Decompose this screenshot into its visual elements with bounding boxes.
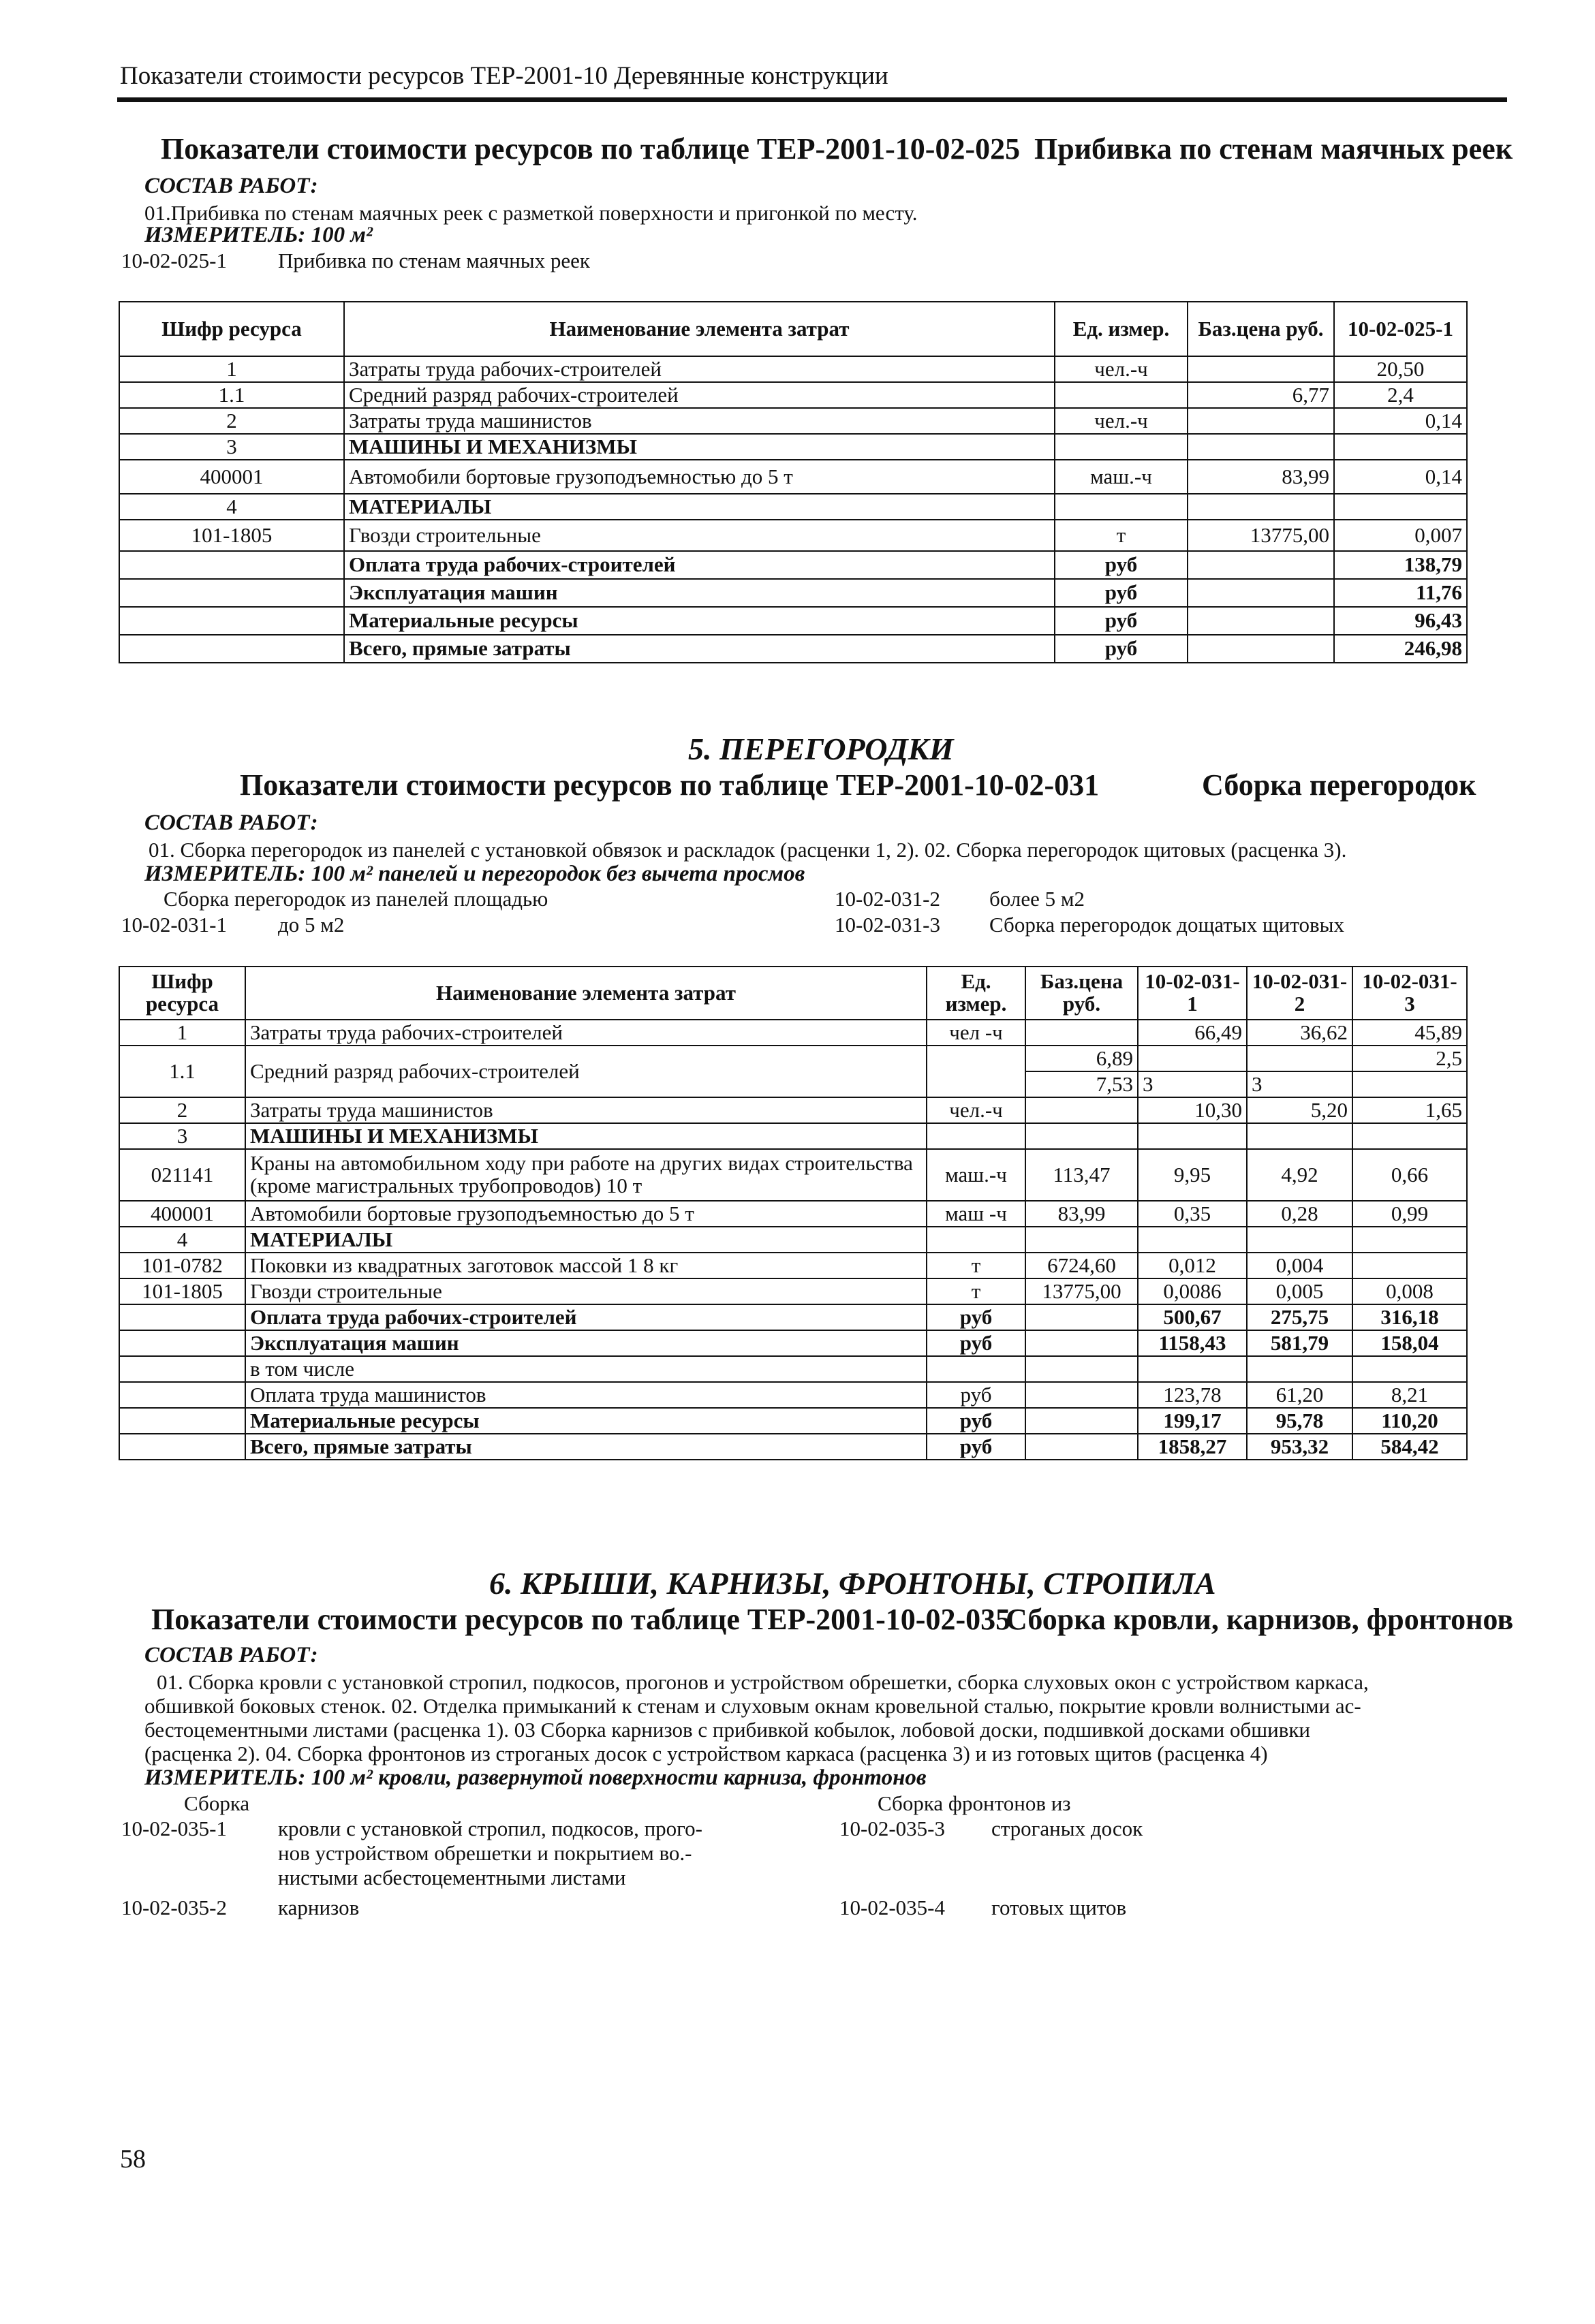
cell-name: Оплата труда машинистов (245, 1382, 927, 1408)
section-5-heading: 5. ПЕРЕГОРОДКИ (688, 732, 954, 766)
cell-name: Затраты труда рабочих-строителей (245, 1020, 927, 1046)
cell-value: 0,012 (1138, 1253, 1247, 1278)
cell-value: 275,75 (1247, 1304, 1352, 1330)
table-035-sostav-line3: бестоцементными листами (расценка 1). 03 Сборка карнизов с прибивкой кобылок, лобовой доски, подшивкой досками обшивки (144, 1718, 1310, 1742)
cell-code: 400001 (119, 460, 344, 494)
cell-unit: маш -ч (927, 1201, 1025, 1227)
table-031-title: Показатели стоимости ресурсов по таблице ТЕР-2001-10-02-031 (240, 768, 1100, 802)
table-row (119, 1382, 1467, 1408)
cell-name: Автомобили бортовые грузоподъемностью до 5 т (344, 460, 1055, 494)
table-031-line1-left: Сборка перегородок из панелей площадью (164, 887, 548, 911)
cell-price: 6,77 (1188, 382, 1334, 408)
cell-value: 11,76 (1334, 579, 1467, 607)
cell-code: 101-1805 (119, 1278, 245, 1304)
cell-value: 0,0086 (1138, 1278, 1247, 1304)
cell-code: 3 (119, 1123, 245, 1149)
table-row (119, 1356, 1467, 1382)
table-row (119, 1304, 1467, 1330)
table-031-sostav-text: 01. Сборка перегородок из панелей с установкой обвязок и раскладок (расценки 1, 2). 02. Сборка перегородок щитовых (расценка 3). (149, 838, 1347, 862)
section-6-heading: 6. КРЫШИ, КАРНИЗЫ, ФРОНТОНЫ, СТРОПИЛА (489, 1566, 1216, 1601)
table-031-th-unit: Ед. измер. (927, 967, 1025, 1020)
table-row (119, 460, 1467, 494)
table-row (119, 1097, 1467, 1123)
cell-name: Поковки из квадратных заготовок массой 1 8 кг (245, 1253, 927, 1278)
running-header: Показатели стоимости ресурсов ТЕР-2001-10 Деревянные конструкции (120, 62, 888, 90)
cell-price (1025, 1304, 1138, 1330)
cell-unit: чел -ч (927, 1020, 1025, 1046)
cell-price (1025, 1097, 1138, 1123)
table-row (119, 494, 1467, 520)
table-025-th-unit: Ед. измер. (1055, 302, 1188, 356)
cell-unit: руб (1055, 551, 1188, 579)
cell-value: 1158,43 (1138, 1330, 1247, 1356)
table-035-code-1: 10-02-035-1 (121, 1817, 227, 1840)
cell-value: 0,35 (1138, 1201, 1247, 1227)
table-035-text-4: готовых щитов (991, 1896, 1127, 1919)
cell-name: Средний разряд рабочих-строителей (344, 382, 1055, 408)
table-031-th-norm2: 10-02-031-2 (1247, 967, 1352, 1020)
cell-value: 4,92 (1247, 1149, 1352, 1201)
table-row (119, 1020, 1467, 1046)
cell-price (1188, 579, 1334, 607)
table-035-sostav-line4: (расценка 2). 04. Сборка фронтонов из строганых досок с устройством каркаса (расценка 3) и из готовых щитов (расценка 4) (144, 1742, 1268, 1765)
cell-name-line: Краны на автомобильном ходу при работе на других видах строительства (250, 1151, 913, 1176)
cell-value (1247, 1227, 1352, 1253)
cell-name: Гвозди строительные (344, 520, 1055, 551)
cell-value: 123,78 (1138, 1382, 1247, 1408)
table-031-th-price: Баз.цена руб. (1025, 967, 1138, 1020)
table-031-sostav-label: СОСТАВ РАБОТ: (144, 811, 318, 835)
cell-code: 3 (119, 434, 344, 460)
cell-price (1025, 1123, 1138, 1149)
cell-name: Всего, прямые затраты (344, 635, 1055, 663)
table-025-price-code: 10-02-025-1 (121, 249, 227, 272)
cell-name: МАТЕРИАЛЫ (245, 1227, 927, 1253)
cell-unit: чел.-ч (1055, 408, 1188, 434)
cell-code: 1.1 (119, 1046, 245, 1097)
cell-unit: руб (1055, 607, 1188, 635)
cell-name: Эксплуатация машин (344, 579, 1055, 607)
table-row (119, 1408, 1467, 1434)
cell-name: Оплата труда рабочих-строителей (245, 1304, 927, 1330)
table-035-sostav-line1: 01. Сборка кровли с установкой стропил, подкосов, прогонов и устройством обрешетки, сборка слуховых окон с устройством каркаса, (157, 1670, 1369, 1694)
cell-name: МАШИНЫ И МЕХАНИЗМЫ (245, 1123, 927, 1149)
cell-code (119, 579, 344, 607)
table-row (119, 579, 1467, 607)
cell-value: 45,89 (1352, 1020, 1467, 1046)
cell-price (1188, 408, 1334, 434)
cell-unit (1055, 494, 1188, 520)
cell-value: 0,005 (1247, 1278, 1352, 1304)
table-035-sostav-line2: обшивкой боковых стенок. 02. Отделка примыканий к стенам и слуховым окнам кровельной сталью, покрытие кровли волнистыми ас- (144, 1694, 1361, 1718)
table-031-line2-left: до 5 м2 (278, 913, 345, 937)
cell-value: 110,20 (1352, 1408, 1467, 1434)
cell-value: 581,79 (1247, 1330, 1352, 1356)
table-row (119, 1201, 1467, 1227)
cell-price (1025, 1382, 1138, 1408)
table-031-line2-code: 10-02-031-3 (835, 913, 940, 937)
cell-value: 96,43 (1334, 607, 1467, 635)
cell-code (119, 1304, 245, 1330)
cell-price: 7,53 (1025, 1071, 1138, 1097)
table-row (119, 1046, 1467, 1071)
cell-unit: чел.-ч (927, 1097, 1025, 1123)
cell-unit (927, 1356, 1025, 1382)
cell-price (1025, 1356, 1138, 1382)
cell-price (1025, 1020, 1138, 1046)
cell-value: 0,14 (1334, 408, 1467, 434)
cell-unit: чел.-ч (1055, 356, 1188, 382)
table-031-line2-right: Сборка перегородок дощатых щитовых (989, 913, 1344, 937)
table-025-price-name: Прибивка по стенам маячных реек (278, 249, 590, 272)
table-row (119, 434, 1467, 460)
cell-name: Оплата труда рабочих-строителей (344, 551, 1055, 579)
cell-value (1352, 1227, 1467, 1253)
cell-code (119, 1356, 245, 1382)
cell-code (119, 607, 344, 635)
cell-code: 101-1805 (119, 520, 344, 551)
cell-value (1138, 1227, 1247, 1253)
cell-unit (927, 1227, 1025, 1253)
cell-price (1188, 434, 1334, 460)
table-035-izmer-label: ИЗМЕРИТЕЛЬ: 100 м² кровли, развернутой поверхности карниза, фронтонов (144, 1765, 927, 1790)
table-031-th-name: Наименование элемента затрат (245, 967, 927, 1020)
cell-value (1334, 434, 1467, 460)
cell-value: 3 (1247, 1071, 1352, 1097)
cell-value: 10,30 (1138, 1097, 1247, 1123)
cell-value (1334, 494, 1467, 520)
table-row (119, 1253, 1467, 1278)
table-row (119, 1123, 1467, 1149)
table-025-sostav-text: 01.Прибивка по стенам маячных реек с разметкой поверхности и пригонкой по месту. (144, 201, 918, 225)
cell-name: МАШИНЫ И МЕХАНИЗМЫ (344, 434, 1055, 460)
cell-value: 0,28 (1247, 1201, 1352, 1227)
cell-value: 1858,27 (1138, 1434, 1247, 1460)
cell-name (245, 1149, 927, 1201)
cell-name: Материальные ресурсы (344, 607, 1055, 635)
table-035-text-1-line1: кровли с установкой стропил, подкосов, прого- (278, 1817, 702, 1840)
cell-name: Затраты труда машинистов (344, 408, 1055, 434)
table-031 (119, 966, 1468, 1460)
cell-price (1188, 551, 1334, 579)
table-031-line2-code-left: 10-02-031-1 (121, 913, 227, 937)
cell-code (119, 1434, 245, 1460)
cell-code: 2 (119, 1097, 245, 1123)
cell-value (1247, 1046, 1352, 1071)
cell-price: 13775,00 (1025, 1278, 1138, 1304)
cell-value: 0,008 (1352, 1278, 1467, 1304)
cell-value (1352, 1071, 1467, 1097)
cell-price (1188, 635, 1334, 663)
cell-value (1352, 1356, 1467, 1382)
table-row (119, 356, 1467, 382)
cell-value: 8,21 (1352, 1382, 1467, 1408)
table-row (119, 635, 1467, 663)
table-035-title: Показатели стоимости ресурсов по таблице ТЕР-2001-10-02-035 (151, 1603, 1011, 1636)
cell-price (1188, 356, 1334, 382)
cell-code: 1.1 (119, 382, 344, 408)
cell-unit: руб (927, 1330, 1025, 1356)
table-025-title: Показатели стоимости ресурсов по таблице ТЕР-2001-10-02-025 (161, 132, 1021, 166)
cell-name: Затраты труда рабочих-строителей (344, 356, 1055, 382)
cell-value: 36,62 (1247, 1020, 1352, 1046)
table-031-th-norm1: 10-02-031-1 (1138, 967, 1247, 1020)
cell-name: в том числе (245, 1356, 927, 1382)
cell-price (1025, 1408, 1138, 1434)
cell-value: 9,95 (1138, 1149, 1247, 1201)
cell-name-line: (кроме магистральных трубопроводов) 10 т (250, 1174, 642, 1197)
cell-unit (1055, 382, 1188, 408)
cell-price (1188, 494, 1334, 520)
table-031-th-norm3: 10-02-031-3 (1352, 967, 1467, 1020)
table-row (119, 1278, 1467, 1304)
table-035-text-3: строганых досок (991, 1817, 1143, 1840)
cell-code: 1 (119, 356, 344, 382)
cell-value: 158,04 (1352, 1330, 1467, 1356)
cell-value: 500,67 (1138, 1304, 1247, 1330)
cell-value: 5,20 (1247, 1097, 1352, 1123)
cell-price: 83,99 (1188, 460, 1334, 494)
cell-value (1352, 1123, 1467, 1149)
table-row (119, 1149, 1467, 1201)
header-rule (117, 97, 1507, 102)
table-035-text-1-line3: нистыми асбестоцементными листами (278, 1866, 626, 1889)
cell-unit: маш.-ч (927, 1149, 1025, 1201)
cell-value: 316,18 (1352, 1304, 1467, 1330)
table-031-line1-code: 10-02-031-2 (835, 887, 940, 911)
cell-code: 2 (119, 408, 344, 434)
cell-unit: руб (927, 1304, 1025, 1330)
cell-value: 2,5 (1352, 1046, 1467, 1071)
cell-unit: руб (1055, 579, 1188, 607)
cell-value: 3 (1138, 1071, 1247, 1097)
table-row (119, 1434, 1467, 1460)
cell-name: Затраты труда машинистов (245, 1097, 927, 1123)
cell-code (119, 1330, 245, 1356)
table-035-code-2: 10-02-035-2 (121, 1896, 227, 1919)
table-025-th-name: Наименование элемента затрат (344, 302, 1055, 356)
cell-code (119, 551, 344, 579)
cell-price: 113,47 (1025, 1149, 1138, 1201)
cell-unit: т (1055, 520, 1188, 551)
cell-value: 0,14 (1334, 460, 1467, 494)
cell-code (119, 1408, 245, 1434)
cell-name: Эксплуатация машин (245, 1330, 927, 1356)
cell-name: Гвозди строительные (245, 1278, 927, 1304)
table-035-text-2: карнизов (278, 1896, 360, 1919)
table-025-th-code: Шифр ресурса (119, 302, 344, 356)
cell-value: 199,17 (1138, 1408, 1247, 1434)
cell-name: Всего, прямые затраты (245, 1434, 927, 1460)
cell-value: 953,32 (1247, 1434, 1352, 1460)
table-031-title-right: Сборка перегородок (1202, 768, 1476, 802)
table-031-header-row (119, 967, 1467, 1020)
cell-code: 4 (119, 494, 344, 520)
cell-unit: руб (927, 1408, 1025, 1434)
cell-unit: руб (927, 1382, 1025, 1408)
cell-price: 83,99 (1025, 1201, 1138, 1227)
table-035-left-head: Сборка (184, 1791, 250, 1815)
table-025-title-right: Прибивка по стенам маячных реек (1034, 132, 1513, 166)
cell-value: 0,007 (1334, 520, 1467, 551)
cell-name: Средний разряд рабочих-строителей (245, 1046, 927, 1097)
cell-unit (1055, 434, 1188, 460)
cell-code: 1 (119, 1020, 245, 1046)
cell-price: 6,89 (1025, 1046, 1138, 1071)
table-025-th-norm: 10-02-025-1 (1334, 302, 1467, 356)
table-row (119, 607, 1467, 635)
table-031-th-code: Шифр ресурса (119, 967, 245, 1020)
table-035-sostav-label: СОСТАВ РАБОТ: (144, 1643, 318, 1667)
cell-code: 021141 (119, 1149, 245, 1201)
cell-unit (927, 1046, 1025, 1097)
cell-name: Автомобили бортовые грузоподъемностью до 5 т (245, 1201, 927, 1227)
cell-value (1352, 1253, 1467, 1278)
table-row (119, 382, 1467, 408)
cell-value: 66,49 (1138, 1020, 1247, 1046)
table-row (119, 520, 1467, 551)
table-035-code-3: 10-02-035-3 (839, 1817, 945, 1840)
table-025-izmer-label: ИЗМЕРИТЕЛЬ: 100 м² (144, 223, 373, 247)
cell-value: 584,42 (1352, 1434, 1467, 1460)
cell-code: 400001 (119, 1201, 245, 1227)
cell-value: 61,20 (1247, 1382, 1352, 1408)
cell-value (1138, 1123, 1247, 1149)
table-035-right-head: Сборка фронтонов из (878, 1791, 1071, 1815)
cell-value: 0,004 (1247, 1253, 1352, 1278)
cell-name: МАТЕРИАЛЫ (344, 494, 1055, 520)
cell-value (1138, 1046, 1247, 1071)
cell-price (1025, 1330, 1138, 1356)
cell-code: 101-0782 (119, 1253, 245, 1278)
cell-unit: руб (927, 1434, 1025, 1460)
table-031-line1-right: более 5 м2 (989, 887, 1085, 911)
table-row (119, 408, 1467, 434)
cell-value: 0,66 (1352, 1149, 1467, 1201)
table-025-sostav-label: СОСТАВ РАБОТ: (144, 174, 318, 198)
table-row (119, 1330, 1467, 1356)
cell-value: 0,99 (1352, 1201, 1467, 1227)
cell-unit: руб (1055, 635, 1188, 663)
table-025-header-row (119, 302, 1467, 356)
table-031-izmer-label: ИЗМЕРИТЕЛЬ: 100 м² панелей и перегородок без вычета просмов (144, 862, 805, 886)
cell-value: 20,50 (1334, 356, 1467, 382)
cell-price: 6724,60 (1025, 1253, 1138, 1278)
cell-value (1247, 1356, 1352, 1382)
table-row (119, 1227, 1467, 1253)
cell-value: 2,4 (1334, 382, 1467, 408)
page-number: 58 (120, 2145, 146, 2173)
cell-value: 1,65 (1352, 1097, 1467, 1123)
cell-value: 138,79 (1334, 551, 1467, 579)
cell-unit: т (927, 1253, 1025, 1278)
cell-value: 246,98 (1334, 635, 1467, 663)
table-025 (119, 301, 1468, 663)
table-035-code-4: 10-02-035-4 (839, 1896, 945, 1919)
table-035-text-1-line2: нов устройством обрешетки и покрытием во.- (278, 1841, 692, 1865)
cell-unit (927, 1123, 1025, 1149)
cell-unit: маш.-ч (1055, 460, 1188, 494)
cell-price (1188, 607, 1334, 635)
cell-code: 4 (119, 1227, 245, 1253)
table-row (119, 551, 1467, 579)
table-025-th-price: Баз.цена руб. (1188, 302, 1334, 356)
cell-name: Материальные ресурсы (245, 1408, 927, 1434)
cell-price (1025, 1227, 1138, 1253)
cell-price: 13775,00 (1188, 520, 1334, 551)
cell-code (119, 635, 344, 663)
table-035-title-right: Сборка кровли, карнизов, фронтонов (1006, 1603, 1514, 1636)
cell-value (1138, 1356, 1247, 1382)
cell-code (119, 1382, 245, 1408)
cell-unit: т (927, 1278, 1025, 1304)
cell-value (1247, 1123, 1352, 1149)
cell-price (1025, 1434, 1138, 1460)
cell-value: 95,78 (1247, 1408, 1352, 1434)
